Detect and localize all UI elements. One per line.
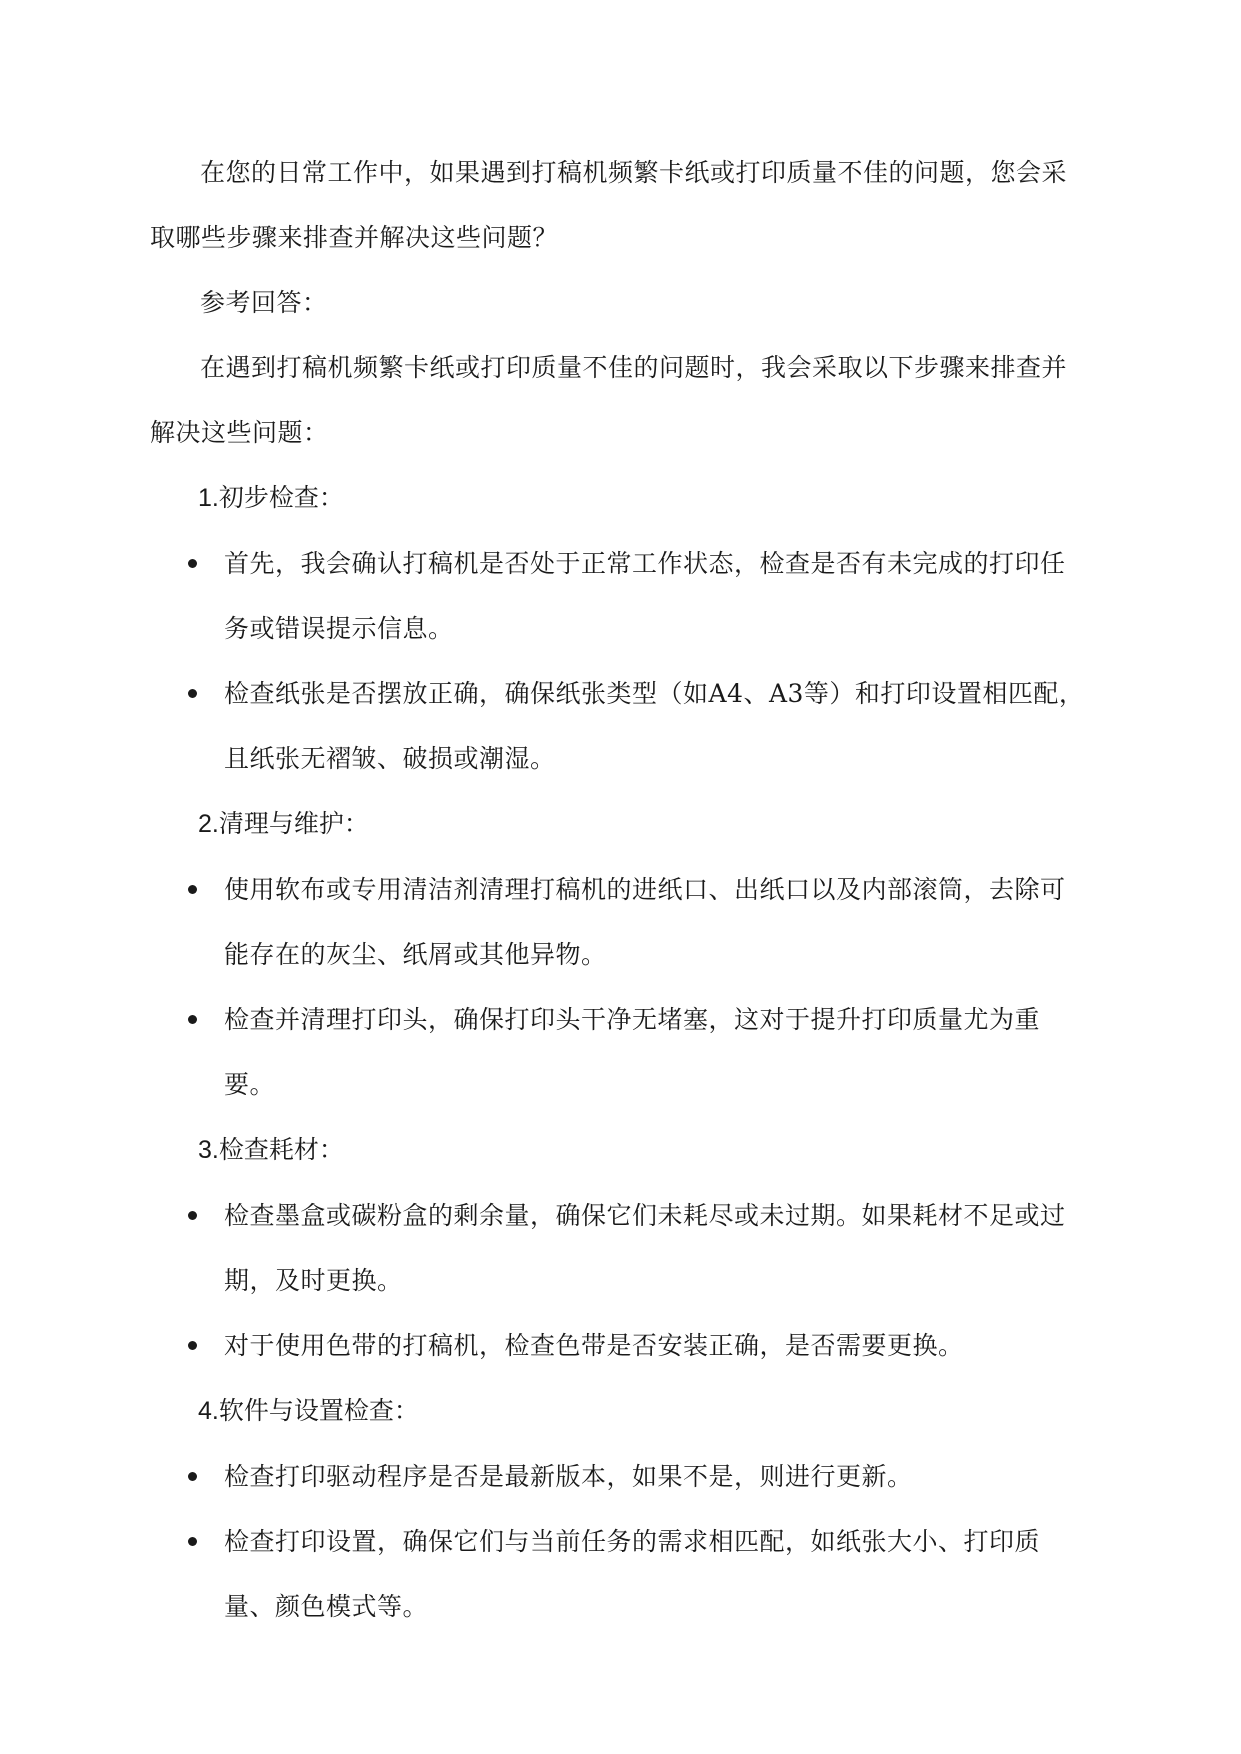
section-heading-2 [150, 791, 1090, 857]
list-item [150, 987, 1090, 1117]
list-item-text: 对于使用色带的打稿机，检查色带是否安装正确，是否需要更换。 [224, 1331, 964, 1360]
section-title: 检查耗材： [218, 1135, 344, 1164]
section-title: 清理与维护： [218, 809, 369, 838]
section-number: 2. [198, 810, 219, 838]
list-item [150, 1444, 1090, 1509]
bullet-icon [188, 1341, 197, 1350]
section-2-list [150, 857, 1090, 1117]
list-item [150, 1313, 1090, 1378]
list-item-text: 检查打印驱动程序是否是最新版本，如果不是，则进行更新。 [224, 1462, 913, 1491]
section-3-list [150, 1183, 1090, 1378]
list-item-text: 检查墨盒或碳粉盒的剩余量，确保它们未耗尽或未过期。如果耗材不足或过期，及时更换。 [224, 1201, 1066, 1295]
bullet-icon [188, 559, 197, 568]
list-item-text: 检查打印设置，确保它们与当前任务的需求相匹配，如纸张大小、打印质量、颜色模式等。 [224, 1527, 1041, 1621]
section-4-list [150, 1444, 1090, 1639]
section-number: 3. [198, 1136, 219, 1164]
list-item-text: 检查纸张是否摆放正确，确保纸张类型（如A4、A3等）和打印设置相匹配，且纸张无褶皱、破损或潮湿。 [224, 679, 1085, 773]
section-number: 1. [198, 484, 219, 512]
section-number: 4. [198, 1397, 219, 1425]
bullet-icon [188, 1472, 197, 1481]
section-heading-1 [150, 465, 1090, 531]
list-item [150, 1183, 1090, 1313]
list-item-text: 使用软布或专用清洁剂清理打稿机的进纸口、出纸口以及内部滚筒，去除可能存在的灰尘、纸屑或其他异物。 [224, 875, 1066, 969]
answer-lead-paragraph: 在遇到打稿机频繁卡纸或打印质量不佳的问题时，我会采取以下步骤来排查并解决这些问题： [150, 353, 1068, 447]
bullet-icon [188, 885, 197, 894]
bullet-icon [188, 1015, 197, 1024]
question-paragraph: 在您的日常工作中，如果遇到打稿机频繁卡纸或打印质量不佳的问题，您会采取哪些步骤来排查并解决这些问题？ [150, 158, 1068, 252]
list-item [150, 531, 1090, 661]
section-heading-4 [150, 1378, 1090, 1444]
bullet-icon [188, 689, 197, 698]
list-item [150, 661, 1090, 791]
section-title: 初步检查： [218, 483, 344, 512]
bullet-icon [188, 1211, 197, 1220]
bullet-icon [188, 1537, 197, 1546]
list-item-text: 检查并清理打印头，确保打印头干净无堵塞，这对于提升打印质量尤为重要。 [224, 1005, 1041, 1099]
section-heading-3 [150, 1117, 1090, 1183]
reference-answer-label: 参考回答： [200, 288, 328, 317]
list-item-text: 首先，我会确认打稿机是否处于正常工作状态，检查是否有未完成的打印任务或错误提示信息。 [224, 549, 1066, 643]
section-1-list [150, 531, 1090, 791]
section-title: 软件与设置检查： [218, 1396, 419, 1425]
list-item [150, 857, 1090, 987]
document-body [150, 140, 1090, 1639]
list-item [150, 1509, 1090, 1639]
